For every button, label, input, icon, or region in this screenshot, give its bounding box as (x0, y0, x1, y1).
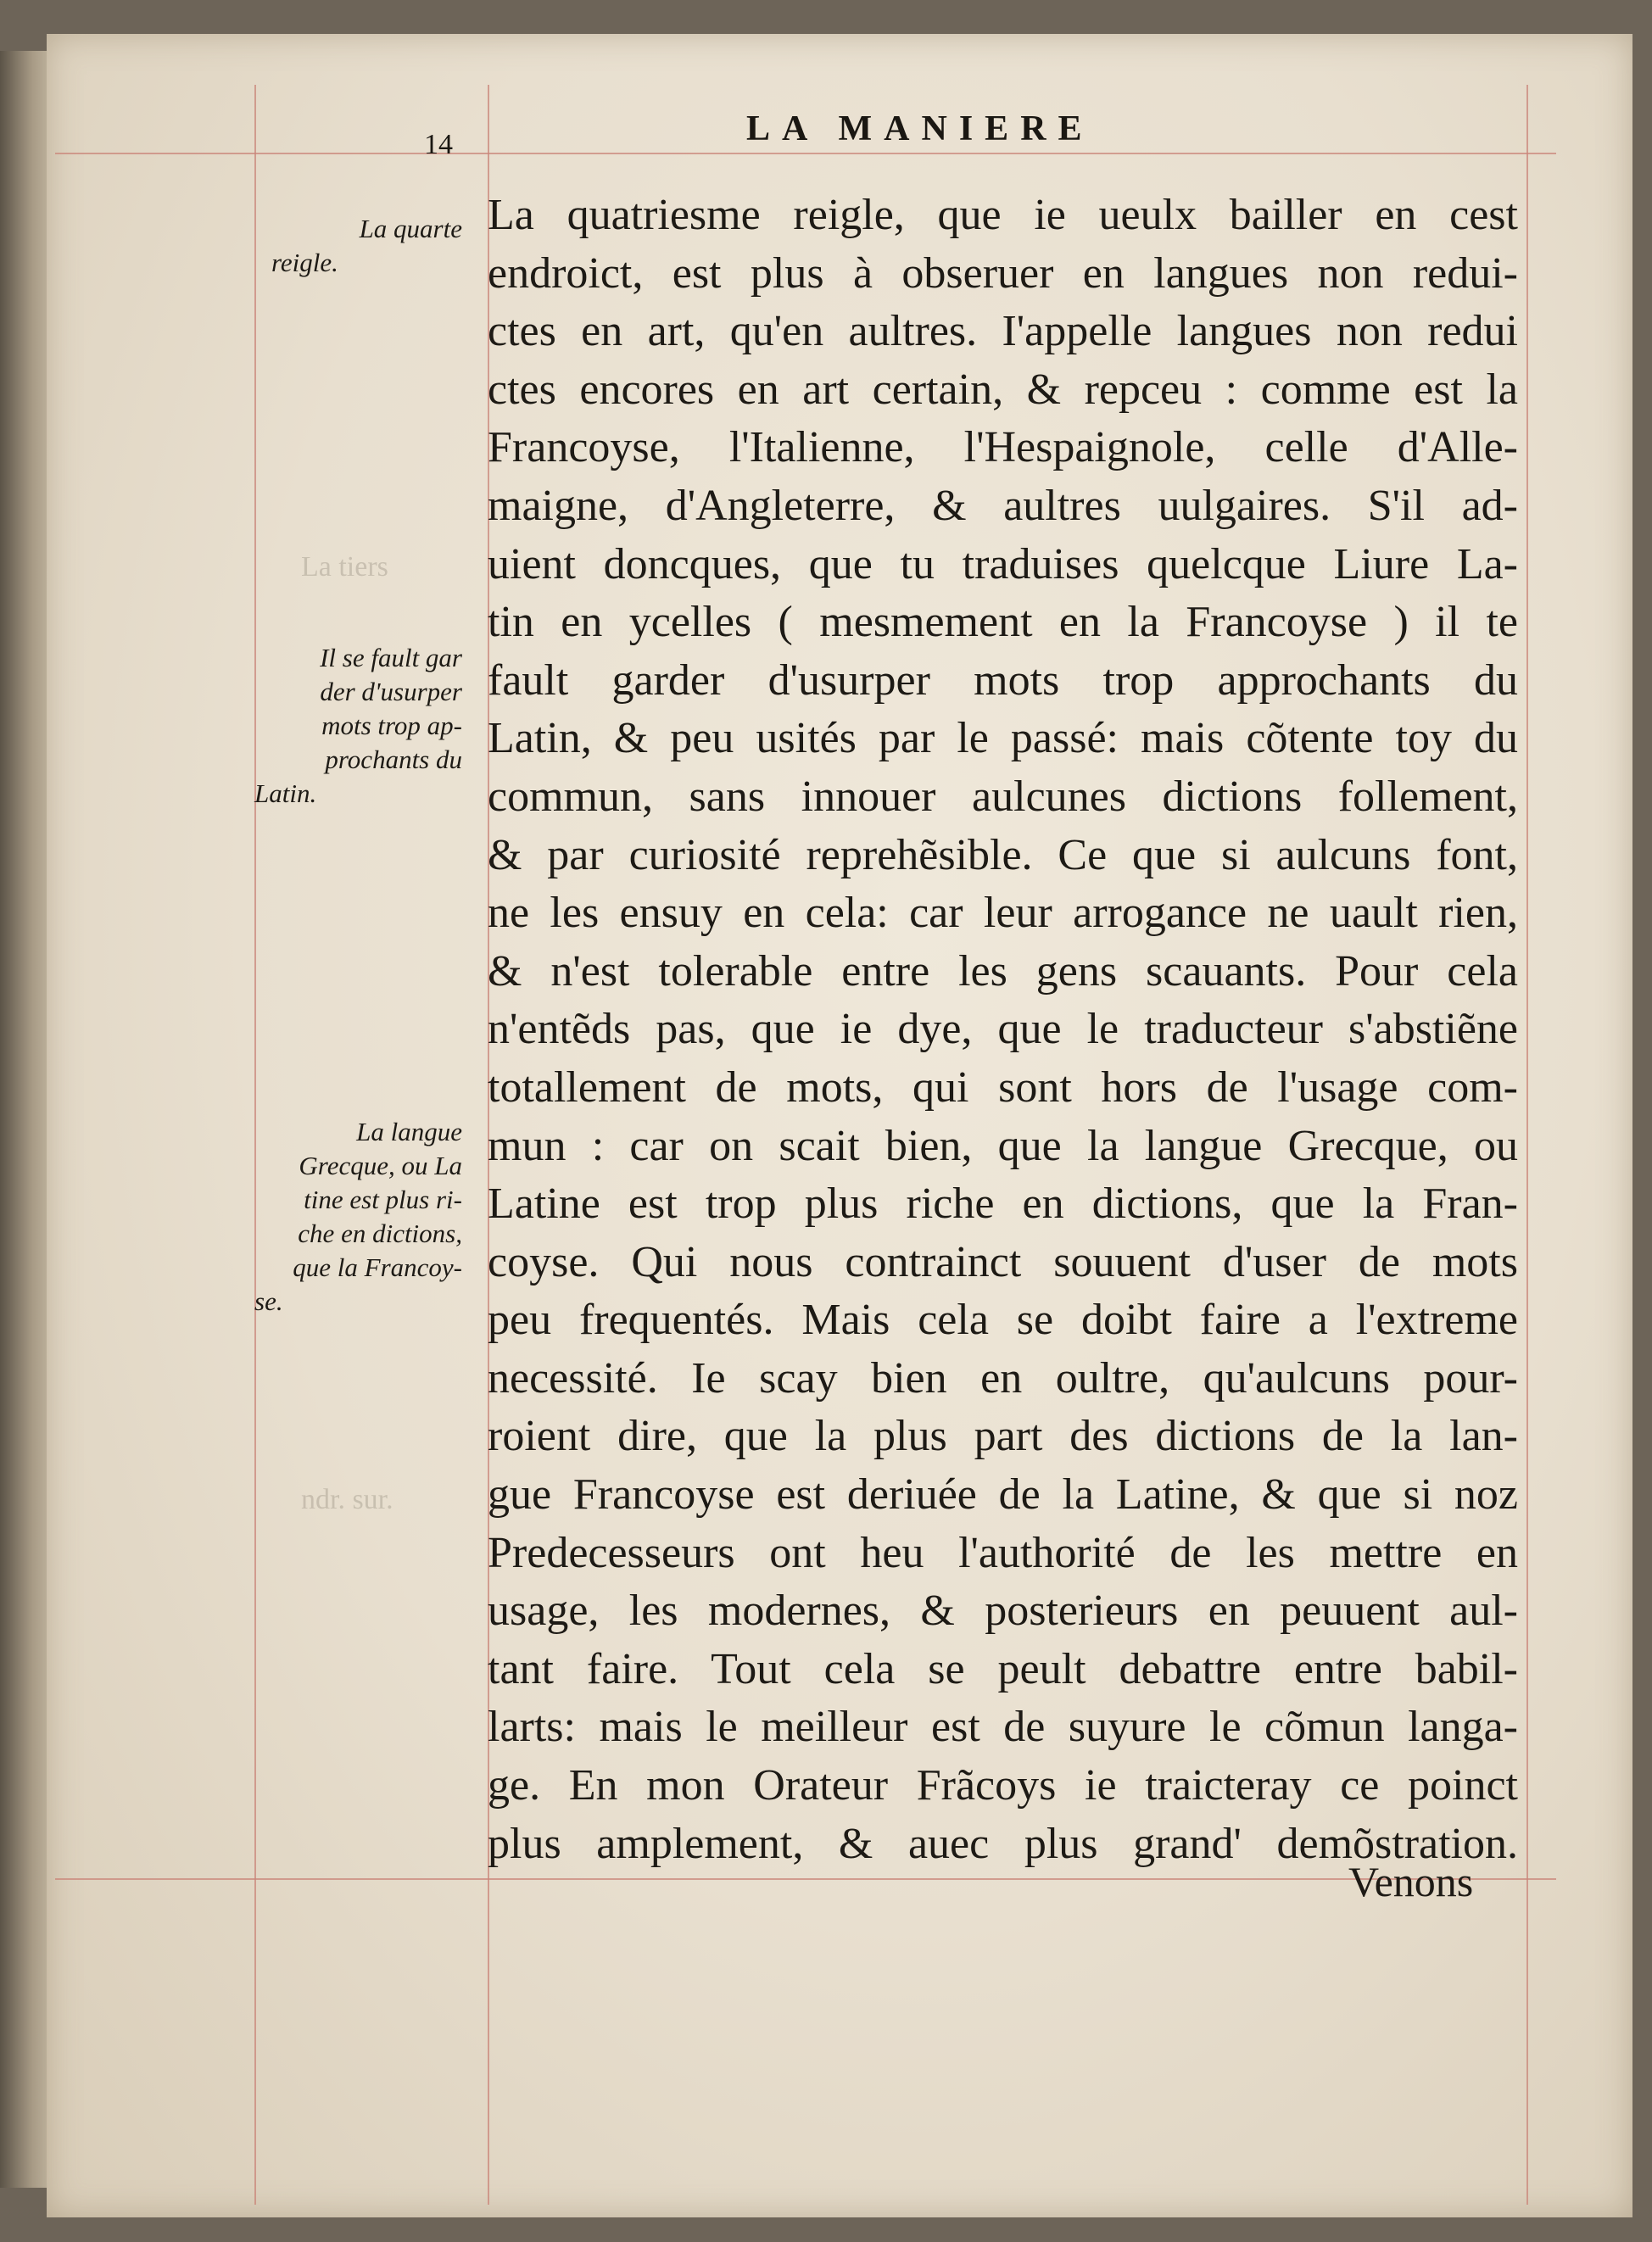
text-line: ge. En mon Orateur Frãcoys ie traicteray ce poinct (488, 1761, 1518, 1810)
running-head: LA MANIERE (746, 109, 1094, 148)
marginal-note-line: Grecque, ou La (299, 1151, 462, 1180)
text-line: larts: mais le meilleur est de suyure le cõmun langa- (488, 1703, 1518, 1752)
text-line: & n'est tolerable entre les gens scauants. Pour cela (488, 946, 1518, 996)
text-line: Latine est trop plus riche en dictions, que la Fran- (488, 1180, 1518, 1229)
marginal-note-langue-grecque (254, 1115, 462, 1319)
marginal-note-line: tine est plus ri- (304, 1185, 462, 1214)
marginal-note-line: Il se fault gar (320, 643, 462, 672)
text-line: uient doncques, que tu traduises quelcque Liure La- (488, 539, 1518, 588)
text-line: Francoyse, l'Italienne, l'Hespaignole, celle d'Alle- (488, 423, 1518, 472)
text-line: peu frequentés. Mais cela se doibt faire a l'extreme (488, 1296, 1518, 1345)
text-line: maigne, d'Angleterre, & aultres uulgaires. S'il ad- (488, 481, 1518, 530)
text-line: endroict, est plus à obseruer en langues non redui- (488, 248, 1518, 298)
ruled-line-right (1526, 85, 1528, 2205)
text-line: tant faire. Tout cela se peult debattre entre babil- (488, 1644, 1518, 1693)
marginal-note-line: La quarte (359, 214, 462, 243)
text-line: coyse. Qui nous contrainct souuent d'user de mots (488, 1237, 1518, 1286)
text-line: fault garder d'usurper mots trop approchants du (488, 655, 1518, 705)
marginal-note-line: La langue (356, 1117, 462, 1146)
text-line: usage, les modernes, & posterieurs en peuuent aul- (488, 1587, 1518, 1636)
ruled-line-bottom (55, 1878, 1556, 1880)
marginal-note-line: reigle. (271, 248, 338, 277)
text-line: plus amplement, & auec plus grand' demõstration. (488, 1819, 1518, 1868)
text-line: gue Francoyse est deriuée de la Latine, & que si noz (488, 1470, 1518, 1520)
text-line: mun : car on scait bien, que la langue Grecque, ou (488, 1121, 1518, 1170)
text-line: Latin, & peu usités par le passé: mais cõtente toy du (488, 714, 1518, 763)
text-line: Predecesseurs ont heu l'authorité de les mettre en (488, 1528, 1518, 1577)
text-line: roient dire, que la plus part des dictions de la lan- (488, 1412, 1518, 1461)
text-line: ctes encores en art certain, & repceu : comme est la (488, 365, 1518, 414)
main-text-block (488, 187, 1518, 1873)
marginal-note-line: prochants du (325, 745, 462, 774)
marginal-note-line: che en dictions, (298, 1219, 462, 1248)
marginal-note-line: der d'usurper (320, 677, 462, 706)
page-number: 14 (424, 129, 453, 160)
marginal-note-line: mots trop ap- (321, 711, 462, 740)
text-line: ctes en art, qu'en aultres. I'appelle langues non redui (488, 307, 1518, 356)
text-line: La quatriesme reigle, que ie ueulx bailler en cest (488, 191, 1518, 239)
catchword: Venons (1348, 1858, 1474, 1905)
text-line: necessité. Ie scay bien en oultre, qu'aulcuns pour- (488, 1353, 1518, 1403)
text-line: commun, sans innouer aulcunes dictions follement, (488, 772, 1518, 821)
marginal-note-quarte-reigle (271, 212, 462, 280)
text-line: tin en ycelles ( mesmement en la Francoyse ) il te (488, 598, 1518, 647)
text-line: n'entẽds pas, que ie dye, que le traducteur s'abstiẽne (488, 1005, 1518, 1054)
marginal-note-usurper (254, 641, 462, 811)
marginal-note-line: que la Francoy- (293, 1252, 462, 1282)
text-line: & par curiosité reprehẽsible. Ce que si aulcuns font, (488, 830, 1518, 879)
show-through-text: La tiers (301, 551, 388, 583)
marginal-note-line: Latin. (254, 778, 317, 808)
marginal-note-line: se. (254, 1286, 283, 1316)
text-line: ne les ensuy en cela: car leur arrogance ne uault rien, (488, 889, 1518, 938)
ruled-line-top (55, 153, 1556, 154)
show-through-text-lower: ndr. sur. (301, 1484, 393, 1515)
text-line: totallement de mots, qui sont hors de l'usage com- (488, 1062, 1518, 1112)
